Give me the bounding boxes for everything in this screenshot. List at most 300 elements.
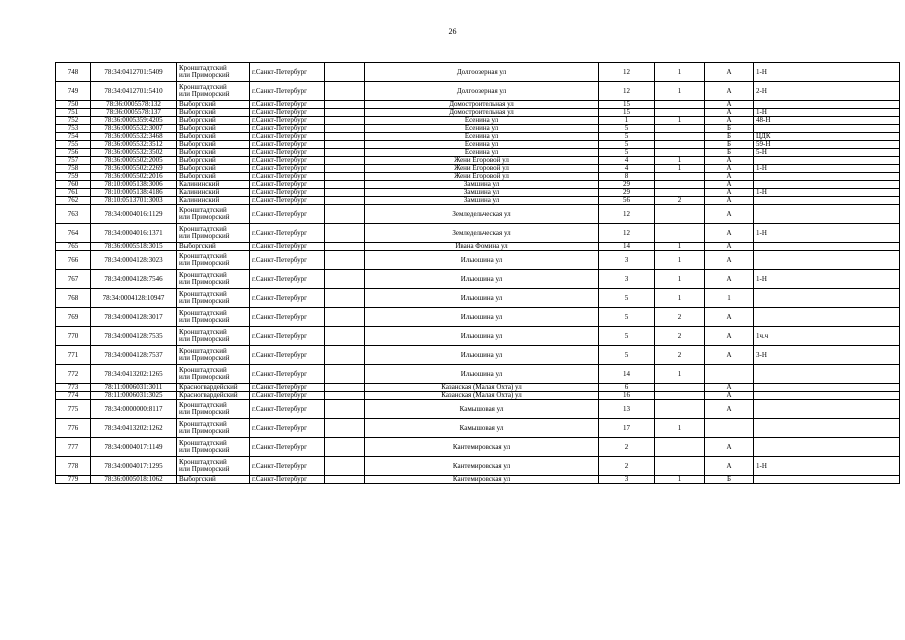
district-cell [177, 224, 250, 243]
cadastral-number-cell: 78:10:0005138:4186 [91, 189, 177, 197]
building-cell: 1 [655, 419, 705, 438]
cadastral-number-cell: 78:34:0004128:3017 [91, 308, 177, 327]
street-cell: Ильюшина ул [365, 251, 599, 270]
registry-body [56, 63, 900, 484]
letter-cell: А [705, 101, 754, 109]
premises-cell [754, 125, 900, 133]
street-cell: Кантемировская ул [365, 476, 599, 484]
cadastral-number-cell: 78:34:0413202:1262 [91, 419, 177, 438]
district-line: или Приморский [179, 465, 230, 473]
empty-cell [325, 419, 365, 438]
premises-cell [754, 289, 900, 308]
building-cell: 1 [655, 476, 705, 484]
letter-cell: 1 [705, 289, 754, 308]
house-cell: 5 [599, 327, 655, 346]
house-cell: 5 [599, 346, 655, 365]
row-number-cell: 768 [56, 289, 91, 308]
building-cell: 1 [655, 82, 705, 101]
building-cell: 2 [655, 308, 705, 327]
cadastral-number-cell: 78:36:0005532:3502 [91, 149, 177, 157]
premises-cell: 5-Н [754, 149, 900, 157]
empty-cell [325, 308, 365, 327]
row-number-cell: 760 [56, 181, 91, 189]
letter-cell: А [705, 109, 754, 117]
street-cell: Ивана Фомина ул [365, 243, 599, 251]
city-cell: г.Санкт-Петербург [250, 384, 325, 392]
letter-cell: Б [705, 125, 754, 133]
table-row [56, 476, 900, 484]
district-line: Кронштадтский [179, 271, 227, 279]
letter-cell: А [705, 392, 754, 400]
house-cell: 5 [599, 308, 655, 327]
district-line: Кронштадтский [179, 64, 227, 72]
district-line: или Приморский [179, 316, 230, 324]
district-cell [177, 205, 250, 224]
row-number-cell: 748 [56, 63, 91, 82]
district-cell [177, 392, 250, 400]
letter-cell [705, 365, 754, 384]
house-cell: 5 [599, 149, 655, 157]
city-cell: г.Санкт-Петербург [250, 419, 325, 438]
district-cell [177, 346, 250, 365]
cadastral-number-cell: 78:34:0004128:7546 [91, 270, 177, 289]
premises-cell [754, 101, 900, 109]
street-cell: Жени Егоровой ул [365, 157, 599, 165]
district-cell [177, 181, 250, 189]
building-cell [655, 189, 705, 197]
premises-cell: 48-Н [754, 117, 900, 125]
district-cell [177, 457, 250, 476]
house-cell: 3 [599, 270, 655, 289]
district-line: Выборгский [179, 108, 216, 116]
district-line: Выборгский [179, 156, 216, 164]
premises-cell [754, 181, 900, 189]
premises-cell [754, 365, 900, 384]
district-cell [177, 365, 250, 384]
street-cell: Есенина ул [365, 141, 599, 149]
house-cell: 12 [599, 82, 655, 101]
street-cell: Казанская (Малая Охта) ул [365, 384, 599, 392]
house-cell: 5 [599, 289, 655, 308]
row-number-cell: 776 [56, 419, 91, 438]
district-line: Калининский [179, 196, 220, 204]
empty-cell [325, 224, 365, 243]
table-row [56, 289, 900, 308]
city-cell: г.Санкт-Петербург [250, 327, 325, 346]
premises-cell: 2-Н [754, 82, 900, 101]
empty-cell [325, 400, 365, 419]
letter-cell: А [705, 327, 754, 346]
premises-cell [754, 205, 900, 224]
street-cell: Кантемировская ул [365, 438, 599, 457]
district-cell [177, 165, 250, 173]
building-cell: 1 [655, 63, 705, 82]
district-line: или Приморский [179, 408, 230, 416]
street-cell: Ильюшина ул [365, 270, 599, 289]
cadastral-number-cell: 78:34:0412701:5409 [91, 63, 177, 82]
empty-cell [325, 346, 365, 365]
cadastral-number-cell: 78:36:0005518:3015 [91, 243, 177, 251]
building-cell: 1 [655, 165, 705, 173]
street-cell: Жени Егоровой ул [365, 165, 599, 173]
table-row [56, 165, 900, 173]
table-row [56, 384, 900, 392]
building-cell: 2 [655, 346, 705, 365]
district-cell [177, 384, 250, 392]
premises-cell: 1-Н [754, 63, 900, 82]
table-row [56, 181, 900, 189]
district-line: Калининский [179, 188, 220, 196]
premises-cell [754, 173, 900, 181]
premises-cell: 1-Н [754, 457, 900, 476]
house-cell: 3 [599, 476, 655, 484]
cadastral-number-cell: 78:34:0004128:7535 [91, 327, 177, 346]
letter-cell: А [705, 400, 754, 419]
district-line: Кронштадтский [179, 347, 227, 355]
premises-cell [754, 243, 900, 251]
row-number-cell: 779 [56, 476, 91, 484]
empty-cell [325, 117, 365, 125]
city-cell: г.Санкт-Петербург [250, 289, 325, 308]
letter-cell: А [705, 251, 754, 270]
city-cell: г.Санкт-Петербург [250, 346, 325, 365]
premises-cell: 1-Н [754, 224, 900, 243]
table-row [56, 346, 900, 365]
building-cell: 1 [655, 251, 705, 270]
building-cell [655, 173, 705, 181]
building-cell: 1 [655, 243, 705, 251]
city-cell: г.Санкт-Петербург [250, 205, 325, 224]
house-cell: 12 [599, 205, 655, 224]
premises-cell: 59-Н [754, 141, 900, 149]
building-cell: 2 [655, 197, 705, 205]
street-cell: Домостроительная ул [365, 109, 599, 117]
district-line: Калининский [179, 180, 220, 188]
letter-cell: А [705, 438, 754, 457]
premises-cell: 3-Н [754, 346, 900, 365]
district-line: Выборгский [179, 140, 216, 148]
letter-cell: А [705, 181, 754, 189]
district-cell [177, 270, 250, 289]
cadastral-number-cell: 78:34:0004016:1129 [91, 205, 177, 224]
city-cell: г.Санкт-Петербург [250, 476, 325, 484]
house-cell: 8 [599, 173, 655, 181]
empty-cell [325, 365, 365, 384]
city-cell: г.Санкт-Петербург [250, 400, 325, 419]
letter-cell: А [705, 457, 754, 476]
row-number-cell: 757 [56, 157, 91, 165]
premises-cell: 1-Н [754, 189, 900, 197]
house-cell: 15 [599, 101, 655, 109]
cadastral-number-cell: 78:36:0005018:1062 [91, 476, 177, 484]
house-cell: 1 [599, 117, 655, 125]
empty-cell [325, 251, 365, 270]
empty-cell [325, 327, 365, 346]
letter-cell: А [705, 243, 754, 251]
premises-cell: 1-Н [754, 165, 900, 173]
table-row [56, 101, 900, 109]
cadastral-number-cell: 78:34:0004017:1295 [91, 457, 177, 476]
building-cell [655, 384, 705, 392]
row-number-cell: 763 [56, 205, 91, 224]
row-number-cell: 764 [56, 224, 91, 243]
letter-cell: А [705, 157, 754, 165]
city-cell: г.Санкт-Петербург [250, 117, 325, 125]
district-cell [177, 149, 250, 157]
district-line: или Приморский [179, 90, 230, 98]
cadastral-number-cell: 78:11:0006031:3011 [91, 384, 177, 392]
district-cell [177, 419, 250, 438]
street-cell: Ильюшина ул [365, 346, 599, 365]
empty-cell [325, 205, 365, 224]
district-cell [177, 141, 250, 149]
building-cell: 1 [655, 365, 705, 384]
district-cell [177, 189, 250, 197]
cadastral-number-cell: 78:36:0005532:3007 [91, 125, 177, 133]
cadastral-number-cell: 78:10:0005138:3006 [91, 181, 177, 189]
district-cell [177, 289, 250, 308]
empty-cell [325, 197, 365, 205]
city-cell: г.Санкт-Петербург [250, 141, 325, 149]
street-cell: Долгоозерная ул [365, 63, 599, 82]
district-line: или Приморский [179, 373, 230, 381]
house-cell: 12 [599, 63, 655, 82]
street-cell: Есенина ул [365, 133, 599, 141]
district-line: Выборгский [179, 100, 216, 108]
letter-cell: Б [705, 133, 754, 141]
district-line: или Приморский [179, 446, 230, 454]
letter-cell: А [705, 205, 754, 224]
house-cell: 12 [599, 224, 655, 243]
street-cell: Есенина ул [365, 149, 599, 157]
building-cell [655, 125, 705, 133]
district-cell [177, 438, 250, 457]
house-cell: 5 [599, 125, 655, 133]
district-cell [177, 197, 250, 205]
row-number-cell: 774 [56, 392, 91, 400]
street-cell: Замшина ул [365, 181, 599, 189]
row-number-cell: 753 [56, 125, 91, 133]
street-cell: Ильюшина ул [365, 327, 599, 346]
street-cell: Жени Егоровой ул [365, 173, 599, 181]
district-cell [177, 109, 250, 117]
cadastral-number-cell: 78:10:0513701:3003 [91, 197, 177, 205]
table-row [56, 270, 900, 289]
row-number-cell: 754 [56, 133, 91, 141]
district-line: или Приморский [179, 213, 230, 221]
page-number: 26 [448, 27, 457, 36]
district-line: или Приморский [179, 278, 230, 286]
empty-cell [325, 149, 365, 157]
district-line: или Приморский [179, 427, 230, 435]
table-row [56, 82, 900, 101]
building-cell [655, 438, 705, 457]
district-line: или Приморский [179, 354, 230, 362]
premises-cell [754, 384, 900, 392]
district-line: или Приморский [179, 259, 230, 267]
registry-table [55, 62, 900, 484]
city-cell: г.Санкт-Петербург [250, 101, 325, 109]
row-number-cell: 767 [56, 270, 91, 289]
city-cell: г.Санкт-Петербург [250, 173, 325, 181]
district-line: Выборгский [179, 242, 216, 250]
house-cell: 16 [599, 392, 655, 400]
street-cell: Замшина ул [365, 189, 599, 197]
district-line: Красногвардейский [179, 383, 238, 391]
letter-cell: Б [705, 149, 754, 157]
cadastral-number-cell: 78:34:0004016:1371 [91, 224, 177, 243]
building-cell [655, 181, 705, 189]
district-line: Кронштадтский [179, 328, 227, 336]
letter-cell: Б [705, 141, 754, 149]
city-cell: г.Санкт-Петербург [250, 270, 325, 289]
empty-cell [325, 173, 365, 181]
district-line: или Приморский [179, 335, 230, 343]
premises-cell [754, 308, 900, 327]
row-number-cell: 750 [56, 101, 91, 109]
street-cell: Кантемировская ул [365, 457, 599, 476]
table-row [56, 400, 900, 419]
cadastral-number-cell: 78:34:0004128:3023 [91, 251, 177, 270]
row-number-cell: 771 [56, 346, 91, 365]
house-cell: 4 [599, 165, 655, 173]
empty-cell [325, 125, 365, 133]
building-cell [655, 457, 705, 476]
cadastral-number-cell: 78:36:0005532:3468 [91, 133, 177, 141]
district-cell [177, 157, 250, 165]
house-cell: 15 [599, 109, 655, 117]
empty-cell [325, 133, 365, 141]
cadastral-number-cell: 78:34:0412701:5410 [91, 82, 177, 101]
house-cell: 29 [599, 181, 655, 189]
row-number-cell: 773 [56, 384, 91, 392]
table-row [56, 63, 900, 82]
district-cell [177, 327, 250, 346]
street-cell: Земледельческая ул [365, 224, 599, 243]
letter-cell: А [705, 384, 754, 392]
table-row [56, 149, 900, 157]
empty-cell [325, 457, 365, 476]
house-cell: 17 [599, 419, 655, 438]
row-number-cell: 769 [56, 308, 91, 327]
district-line: или Приморский [179, 297, 230, 305]
letter-cell: А [705, 165, 754, 173]
building-cell [655, 141, 705, 149]
district-line: Кронштадтский [179, 458, 227, 466]
building-cell: 1 [655, 270, 705, 289]
empty-cell [325, 63, 365, 82]
house-cell: 5 [599, 133, 655, 141]
district-cell [177, 308, 250, 327]
empty-cell [325, 476, 365, 484]
street-cell: Земледельческая ул [365, 205, 599, 224]
city-cell: г.Санкт-Петербург [250, 365, 325, 384]
premises-cell [754, 251, 900, 270]
city-cell: г.Санкт-Петербург [250, 392, 325, 400]
cadastral-number-cell: 78:34:0000000:8117 [91, 400, 177, 419]
premises-cell: 1-Н [754, 270, 900, 289]
district-cell [177, 400, 250, 419]
street-cell: Ильюшина ул [365, 289, 599, 308]
cadastral-number-cell: 78:36:0005502:2269 [91, 165, 177, 173]
district-cell [177, 63, 250, 82]
premises-cell [754, 392, 900, 400]
cadastral-number-cell: 78:34:0004017:1149 [91, 438, 177, 457]
table-row [56, 205, 900, 224]
city-cell: г.Санкт-Петербург [250, 457, 325, 476]
letter-cell: А [705, 173, 754, 181]
city-cell: г.Санкт-Петербург [250, 157, 325, 165]
letter-cell [705, 419, 754, 438]
row-number-cell: 777 [56, 438, 91, 457]
empty-cell [325, 384, 365, 392]
city-cell: г.Санкт-Петербург [250, 181, 325, 189]
street-cell: Есенина ул [365, 125, 599, 133]
district-cell [177, 243, 250, 251]
cadastral-number-cell: 78:34:0413202:1265 [91, 365, 177, 384]
building-cell [655, 224, 705, 243]
row-number-cell: 749 [56, 82, 91, 101]
district-line: Выборгский [179, 116, 216, 124]
district-line: Выборгский [179, 148, 216, 156]
row-number-cell: 778 [56, 457, 91, 476]
district-line: Красногвардейский [179, 391, 238, 399]
city-cell: г.Санкт-Петербург [250, 224, 325, 243]
house-cell: 2 [599, 438, 655, 457]
row-number-cell: 756 [56, 149, 91, 157]
letter-cell: А [705, 82, 754, 101]
premises-cell [754, 197, 900, 205]
table-row [56, 125, 900, 133]
district-line: Выборгский [179, 164, 216, 172]
city-cell: г.Санкт-Петербург [250, 438, 325, 457]
district-line: Кронштадтский [179, 225, 227, 233]
cadastral-number-cell: 78:36:0005502:2005 [91, 157, 177, 165]
premises-cell [754, 400, 900, 419]
empty-cell [325, 82, 365, 101]
letter-cell: А [705, 346, 754, 365]
row-number-cell: 752 [56, 117, 91, 125]
table-row [56, 157, 900, 165]
table-row [56, 173, 900, 181]
street-cell: Замшина ул [365, 197, 599, 205]
building-cell [655, 205, 705, 224]
city-cell: г.Санкт-Петербург [250, 133, 325, 141]
row-number-cell: 758 [56, 165, 91, 173]
cadastral-number-cell: 78:11:0006031:3025 [91, 392, 177, 400]
letter-cell: А [705, 224, 754, 243]
table-row [56, 133, 900, 141]
district-line: Кронштадтский [179, 83, 227, 91]
house-cell: 14 [599, 365, 655, 384]
row-number-cell: 772 [56, 365, 91, 384]
city-cell: г.Санкт-Петербург [250, 165, 325, 173]
letter-cell: А [705, 189, 754, 197]
empty-cell [325, 243, 365, 251]
building-cell: 2 [655, 327, 705, 346]
house-cell: 14 [599, 243, 655, 251]
city-cell: г.Санкт-Петербург [250, 243, 325, 251]
building-cell: 1 [655, 117, 705, 125]
house-cell: 3 [599, 251, 655, 270]
district-line: Кронштадтский [179, 439, 227, 447]
district-cell [177, 125, 250, 133]
district-line: Кронштадтский [179, 252, 227, 260]
table-row [56, 189, 900, 197]
table-row [56, 365, 900, 384]
empty-cell [325, 141, 365, 149]
building-cell [655, 400, 705, 419]
